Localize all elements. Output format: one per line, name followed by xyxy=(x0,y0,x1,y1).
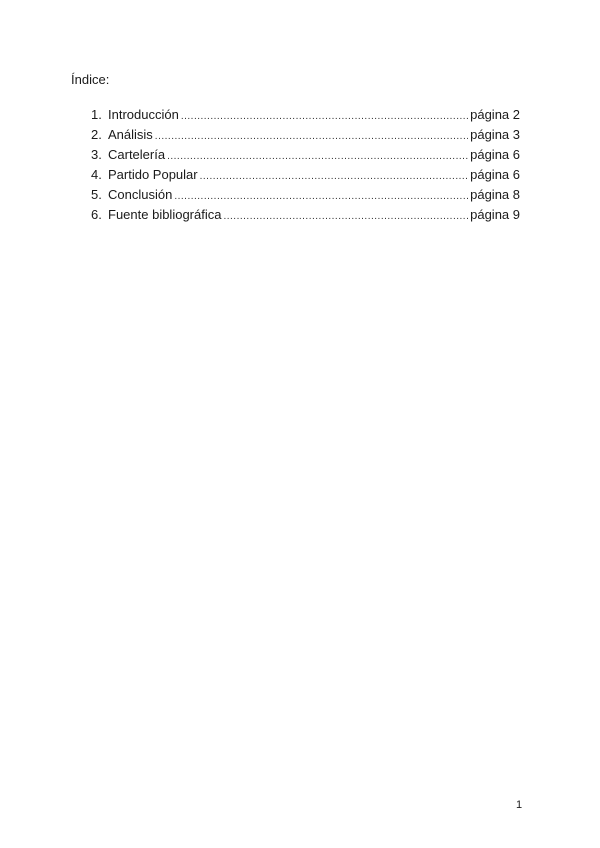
page-number: 1 xyxy=(516,799,523,811)
toc-item-page: página 8 xyxy=(470,187,520,202)
toc-dot-leader xyxy=(167,147,468,167)
toc-item xyxy=(91,125,520,145)
toc-item-number: 6. xyxy=(91,207,102,222)
table-of-contents xyxy=(91,105,520,225)
toc-item-title: Conclusión xyxy=(108,187,173,202)
toc-item-page: página 6 xyxy=(470,167,520,182)
toc-item-page: página 6 xyxy=(470,147,520,162)
toc-item xyxy=(91,145,520,165)
toc-item-title: Fuente bibliográfica xyxy=(108,207,222,222)
toc-item-number: 5. xyxy=(91,187,102,202)
toc-item-page: página 2 xyxy=(470,107,520,122)
toc-item-title: Introducción xyxy=(108,107,179,122)
toc-item-number: 2. xyxy=(91,127,102,142)
toc-dot-leader xyxy=(155,127,468,147)
toc-item xyxy=(91,205,520,225)
toc-item-number: 1. xyxy=(91,107,102,122)
toc-dot-leader xyxy=(174,187,468,207)
toc-item xyxy=(91,165,520,185)
toc-dot-leader xyxy=(181,107,468,127)
toc-item xyxy=(91,185,520,205)
toc-item-number: 4. xyxy=(91,167,102,182)
toc-item-page: página 3 xyxy=(470,127,520,142)
toc-dot-leader xyxy=(223,207,468,227)
toc-item-title: Análisis xyxy=(108,127,153,142)
toc-item xyxy=(91,105,520,125)
toc-item-page: página 9 xyxy=(470,207,520,222)
toc-item-title: Partido Popular xyxy=(108,167,198,182)
toc-heading: Índice: xyxy=(71,72,110,87)
toc-item-title: Cartelería xyxy=(108,147,166,162)
toc-dot-leader xyxy=(200,167,468,187)
toc-item-number: 3. xyxy=(91,147,102,162)
